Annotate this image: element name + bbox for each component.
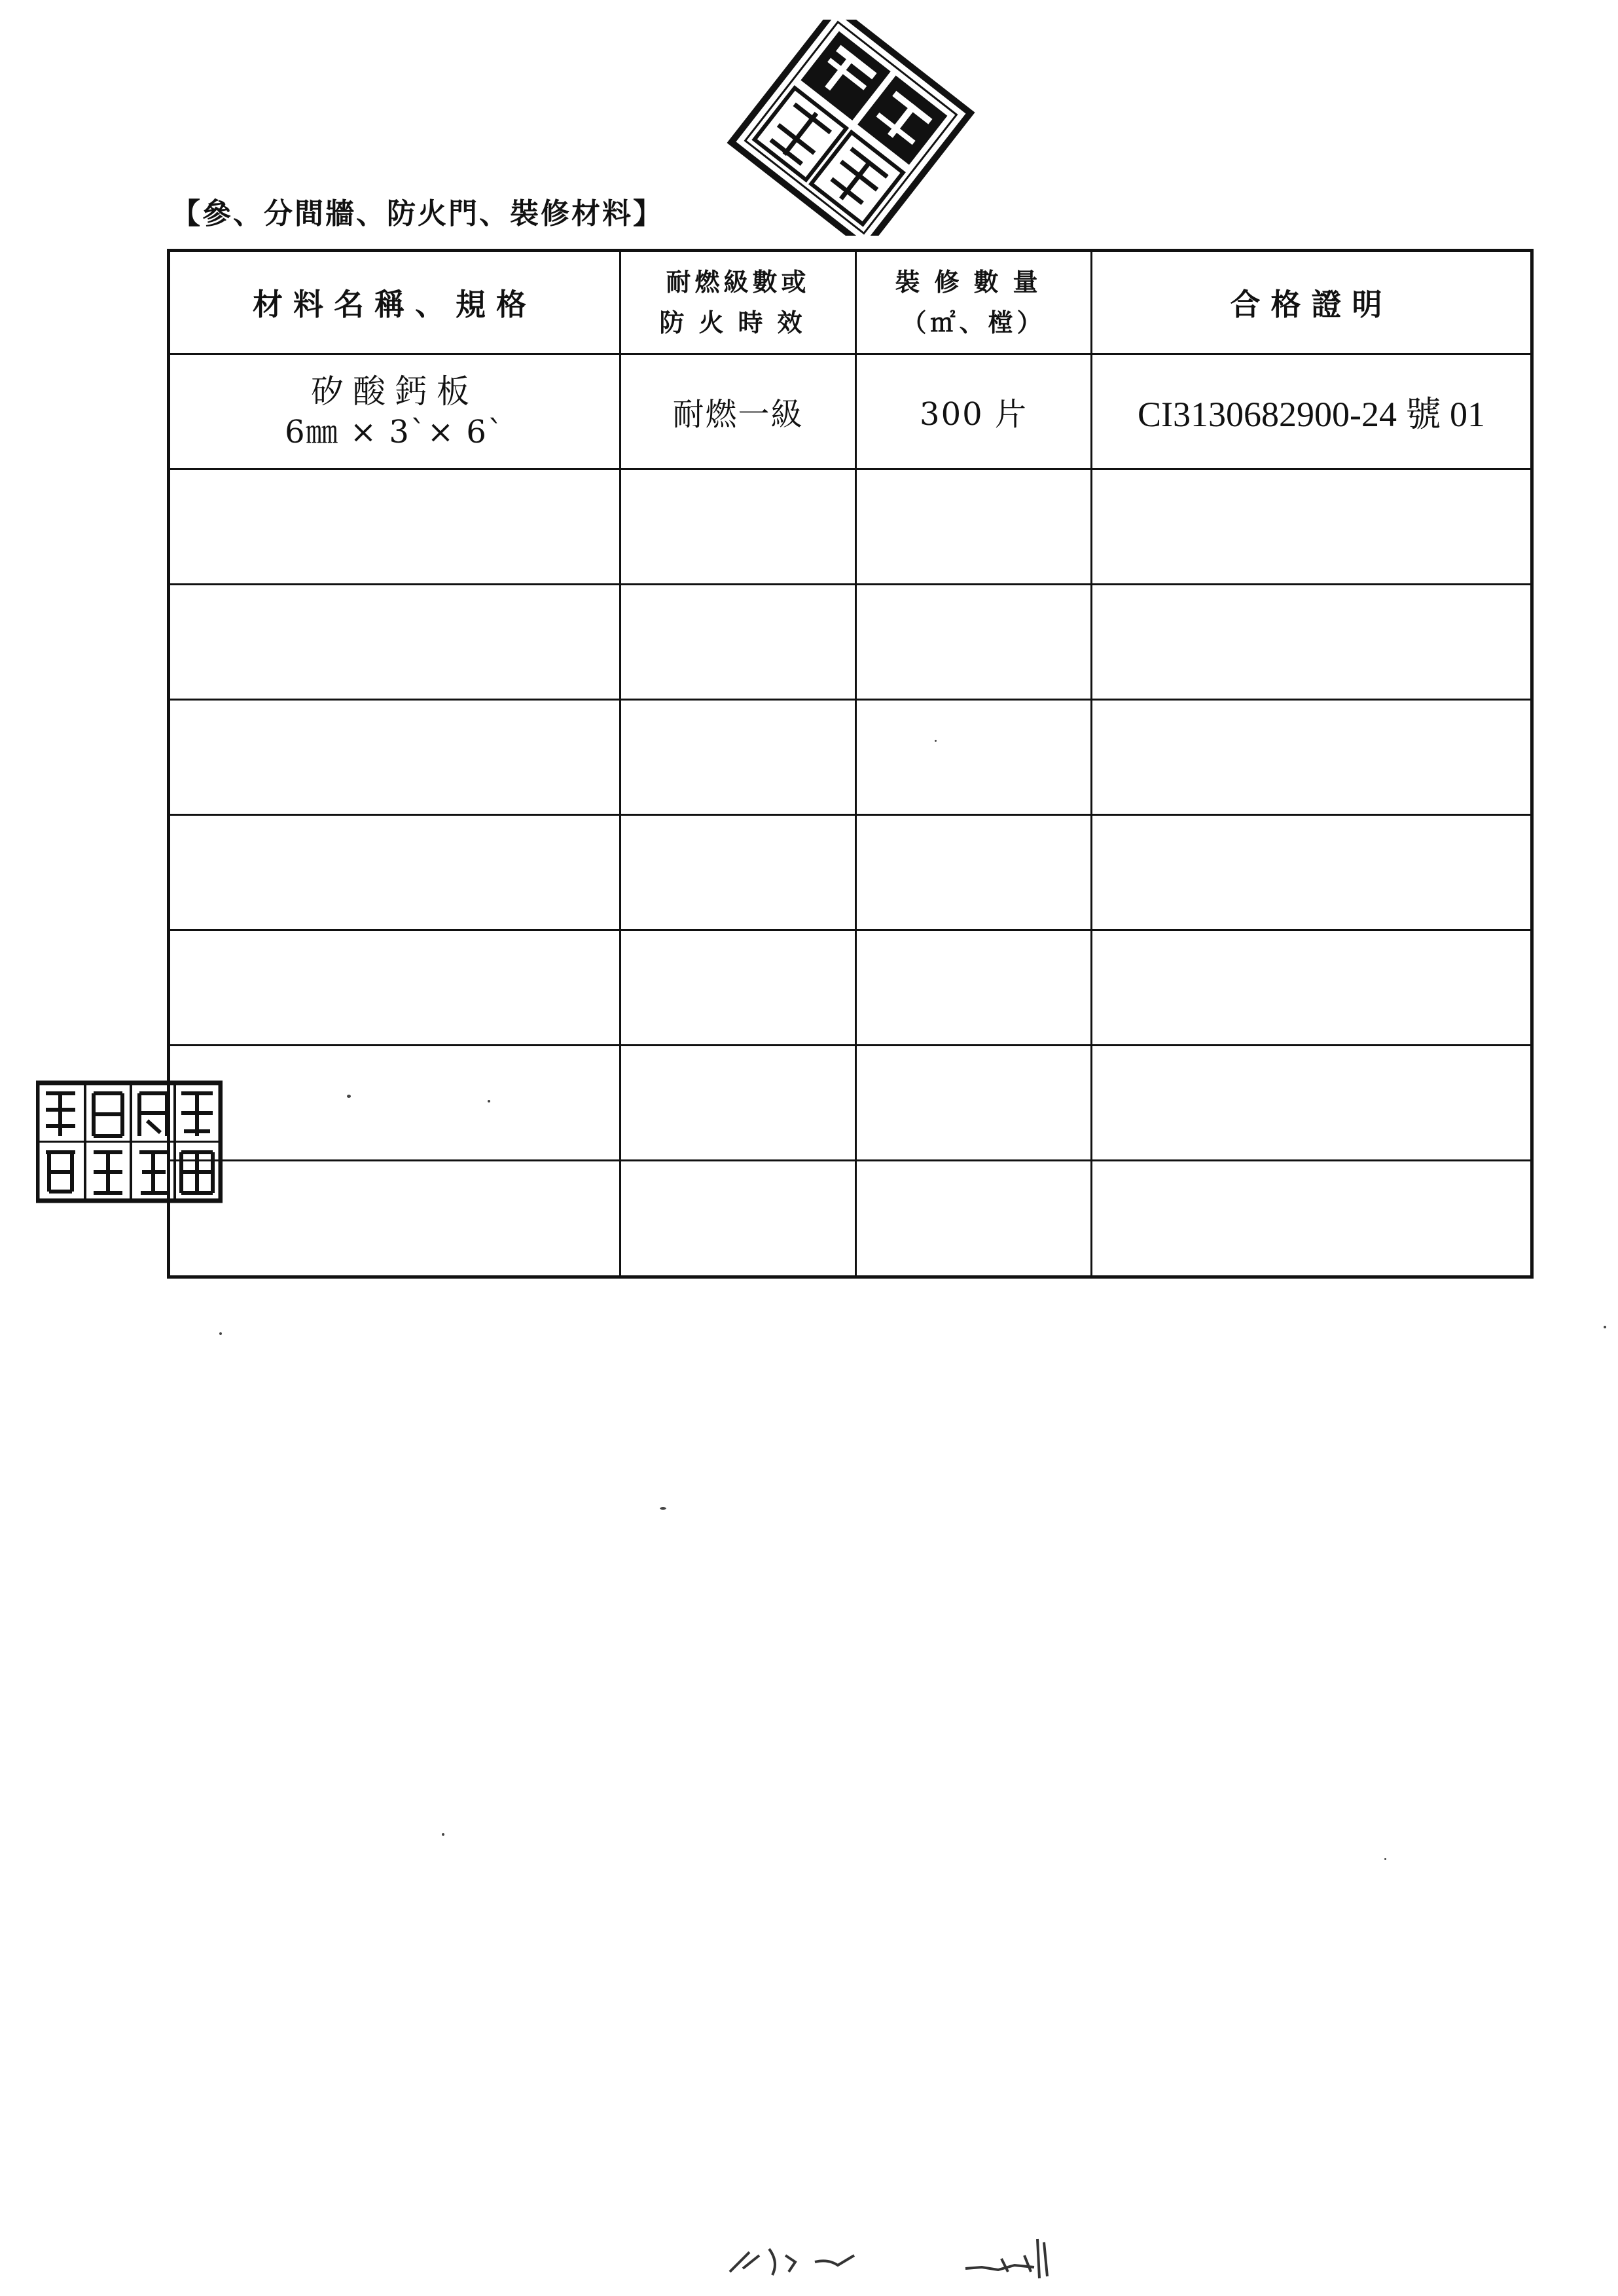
cell-empty <box>856 469 1092 585</box>
cell-empty <box>620 1046 856 1161</box>
table-row <box>169 700 1532 815</box>
cell-empty <box>620 815 856 930</box>
cell-empty <box>169 585 620 700</box>
certificate-value: CI3130682900-24 號 01 <box>1138 395 1485 434</box>
cell-material <box>169 354 620 469</box>
cell-empty <box>169 930 620 1046</box>
cell-empty <box>1092 1046 1532 1161</box>
header-fire-rating <box>620 251 856 354</box>
cell-empty <box>1092 1161 1532 1277</box>
section-heading: 【參、分間牆、防火門、裝修材料】 <box>171 197 664 230</box>
quantity-value: 300 片 <box>920 396 1028 433</box>
cell-quantity <box>856 354 1092 469</box>
table-header-row <box>169 251 1532 354</box>
header-fire-rating-line1: 耐燃級數或 <box>666 267 810 297</box>
cell-empty <box>1092 585 1532 700</box>
cell-empty <box>856 1161 1092 1277</box>
cell-empty <box>169 700 620 815</box>
header-fire-rating-line2: 防火時效 <box>659 308 817 337</box>
footer-scribble-mark <box>723 2236 867 2282</box>
material-spec: 6㎜ × 3`× 6` <box>285 413 505 450</box>
cell-empty <box>856 1046 1092 1161</box>
fire-rating-value: 耐燃一級 <box>672 396 804 433</box>
cell-certificate <box>1092 354 1532 469</box>
header-certificate-label: 合格證明 <box>1230 287 1393 322</box>
table-row <box>169 815 1532 930</box>
cell-empty <box>620 930 856 1046</box>
cell-fire-rating <box>620 354 856 469</box>
table-row <box>169 1046 1532 1161</box>
scan-speck <box>488 1100 490 1102</box>
cell-empty <box>620 469 856 585</box>
header-material <box>169 251 620 354</box>
footer-partial-stamp <box>962 2229 1060 2282</box>
left-official-seal <box>36 1080 223 1205</box>
header-quantity-line1: 裝修數量 <box>895 267 1052 297</box>
cell-empty <box>169 815 620 930</box>
header-quantity-line2: （㎡、樘） <box>901 308 1046 337</box>
cell-empty <box>856 700 1092 815</box>
cell-empty <box>620 585 856 700</box>
table-row <box>169 1161 1532 1277</box>
cell-empty <box>620 700 856 815</box>
scan-speck <box>219 1332 222 1335</box>
cell-empty <box>169 1161 620 1277</box>
cell-empty <box>856 815 1092 930</box>
scan-speck <box>660 1507 666 1510</box>
top-official-seal <box>720 20 982 236</box>
table-row <box>169 469 1532 585</box>
cell-empty <box>169 1046 620 1161</box>
scan-speck <box>442 1833 444 1836</box>
cell-empty <box>1092 930 1532 1046</box>
table-row <box>169 354 1532 469</box>
cell-empty <box>1092 700 1532 815</box>
cell-empty <box>169 469 620 585</box>
scan-speck <box>347 1095 351 1098</box>
scan-speck <box>935 740 937 742</box>
header-quantity <box>856 251 1092 354</box>
header-certificate <box>1092 251 1532 354</box>
cell-empty <box>856 930 1092 1046</box>
scan-speck <box>1604 1326 1606 1328</box>
cell-empty <box>1092 815 1532 930</box>
scan-speck <box>1384 1858 1386 1860</box>
material-name: 矽酸鈣板 <box>311 372 478 410</box>
header-material-label: 材料名稱、規格 <box>253 287 537 322</box>
materials-table <box>167 249 1534 1279</box>
table-row <box>169 930 1532 1046</box>
cell-empty <box>620 1161 856 1277</box>
cell-empty <box>856 585 1092 700</box>
table-row <box>169 585 1532 700</box>
cell-empty <box>1092 469 1532 585</box>
